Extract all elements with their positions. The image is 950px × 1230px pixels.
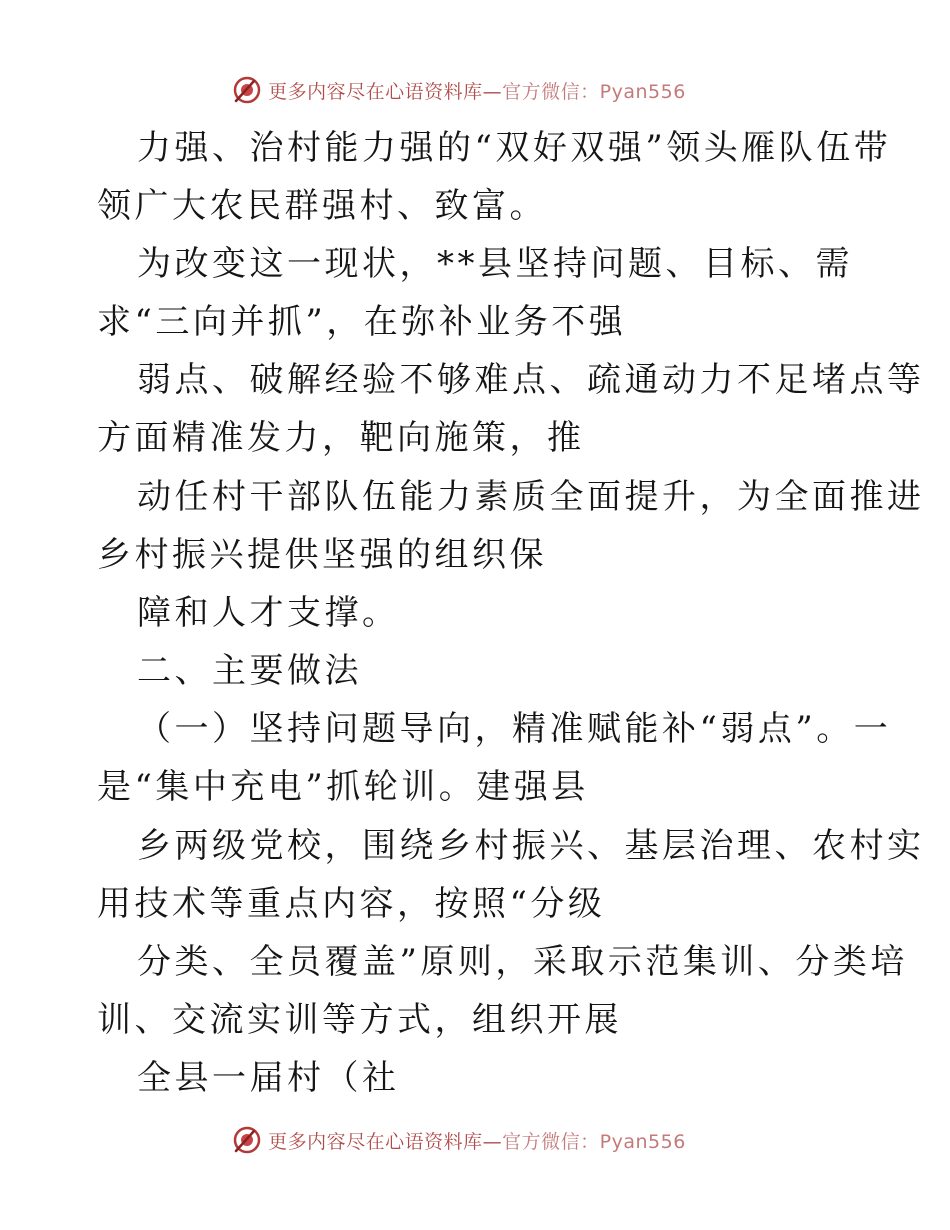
paragraph-line: 用技术等重点内容，按照“分级 [97, 884, 606, 924]
paragraph-line: 力强、治村能力强的“双好双强”领头雁队伍带 [137, 128, 892, 168]
paragraph-line: 领广大农民群强村、致富。 [97, 186, 547, 226]
paragraph-line: 训、交流实训等方式，组织开展 [97, 1000, 622, 1040]
watermark-wechat-text: 官方微信：Pyan556 [502, 1130, 686, 1153]
paragraph-line: 弱点、破解经验不够难点、疏通动力不足堵点等 [137, 360, 925, 400]
paragraph-line: 为改变这一现状，**县坚持问题、目标、需 [137, 244, 853, 284]
watermark-wechat-text: 官方微信：Pyan556 [502, 80, 686, 103]
paragraph-line: 乡村振兴提供坚强的组织保 [97, 535, 547, 575]
paragraph-line: （一）坚持问题导向，精准赋能补“弱点”。一 [137, 709, 892, 749]
section-heading: 二、主要做法 [137, 651, 362, 691]
watermark-text [268, 1127, 686, 1154]
paragraph-line: 分类、全员覆盖”原则，采取示范集训、分类培 [137, 942, 908, 982]
paragraph-line: 动任村干部队伍能力素质全面提升，为全面推进 [137, 477, 925, 517]
paragraph-line: 求“三向并抓”，在弥补业务不强 [97, 302, 627, 342]
footer-watermark [0, 1120, 950, 1160]
paragraph-line: 乡两级党校，围绕乡村振兴、基层治理、农村实 [137, 826, 925, 866]
watermark-logo-icon [232, 1125, 262, 1155]
watermark-main-text: 更多内容尽在心语资料库— [268, 1130, 503, 1153]
paragraph-line: 障和人才支撑。 [137, 593, 400, 633]
watermark-main-text: 更多内容尽在心语资料库— [268, 80, 503, 103]
paragraph-line: 全县一届村（社 [137, 1058, 400, 1098]
paragraph-line: 方面精准发力，靶向施策，推 [97, 418, 585, 458]
paragraph-line: 是“集中充电”抓轮训。建强县 [97, 767, 589, 807]
